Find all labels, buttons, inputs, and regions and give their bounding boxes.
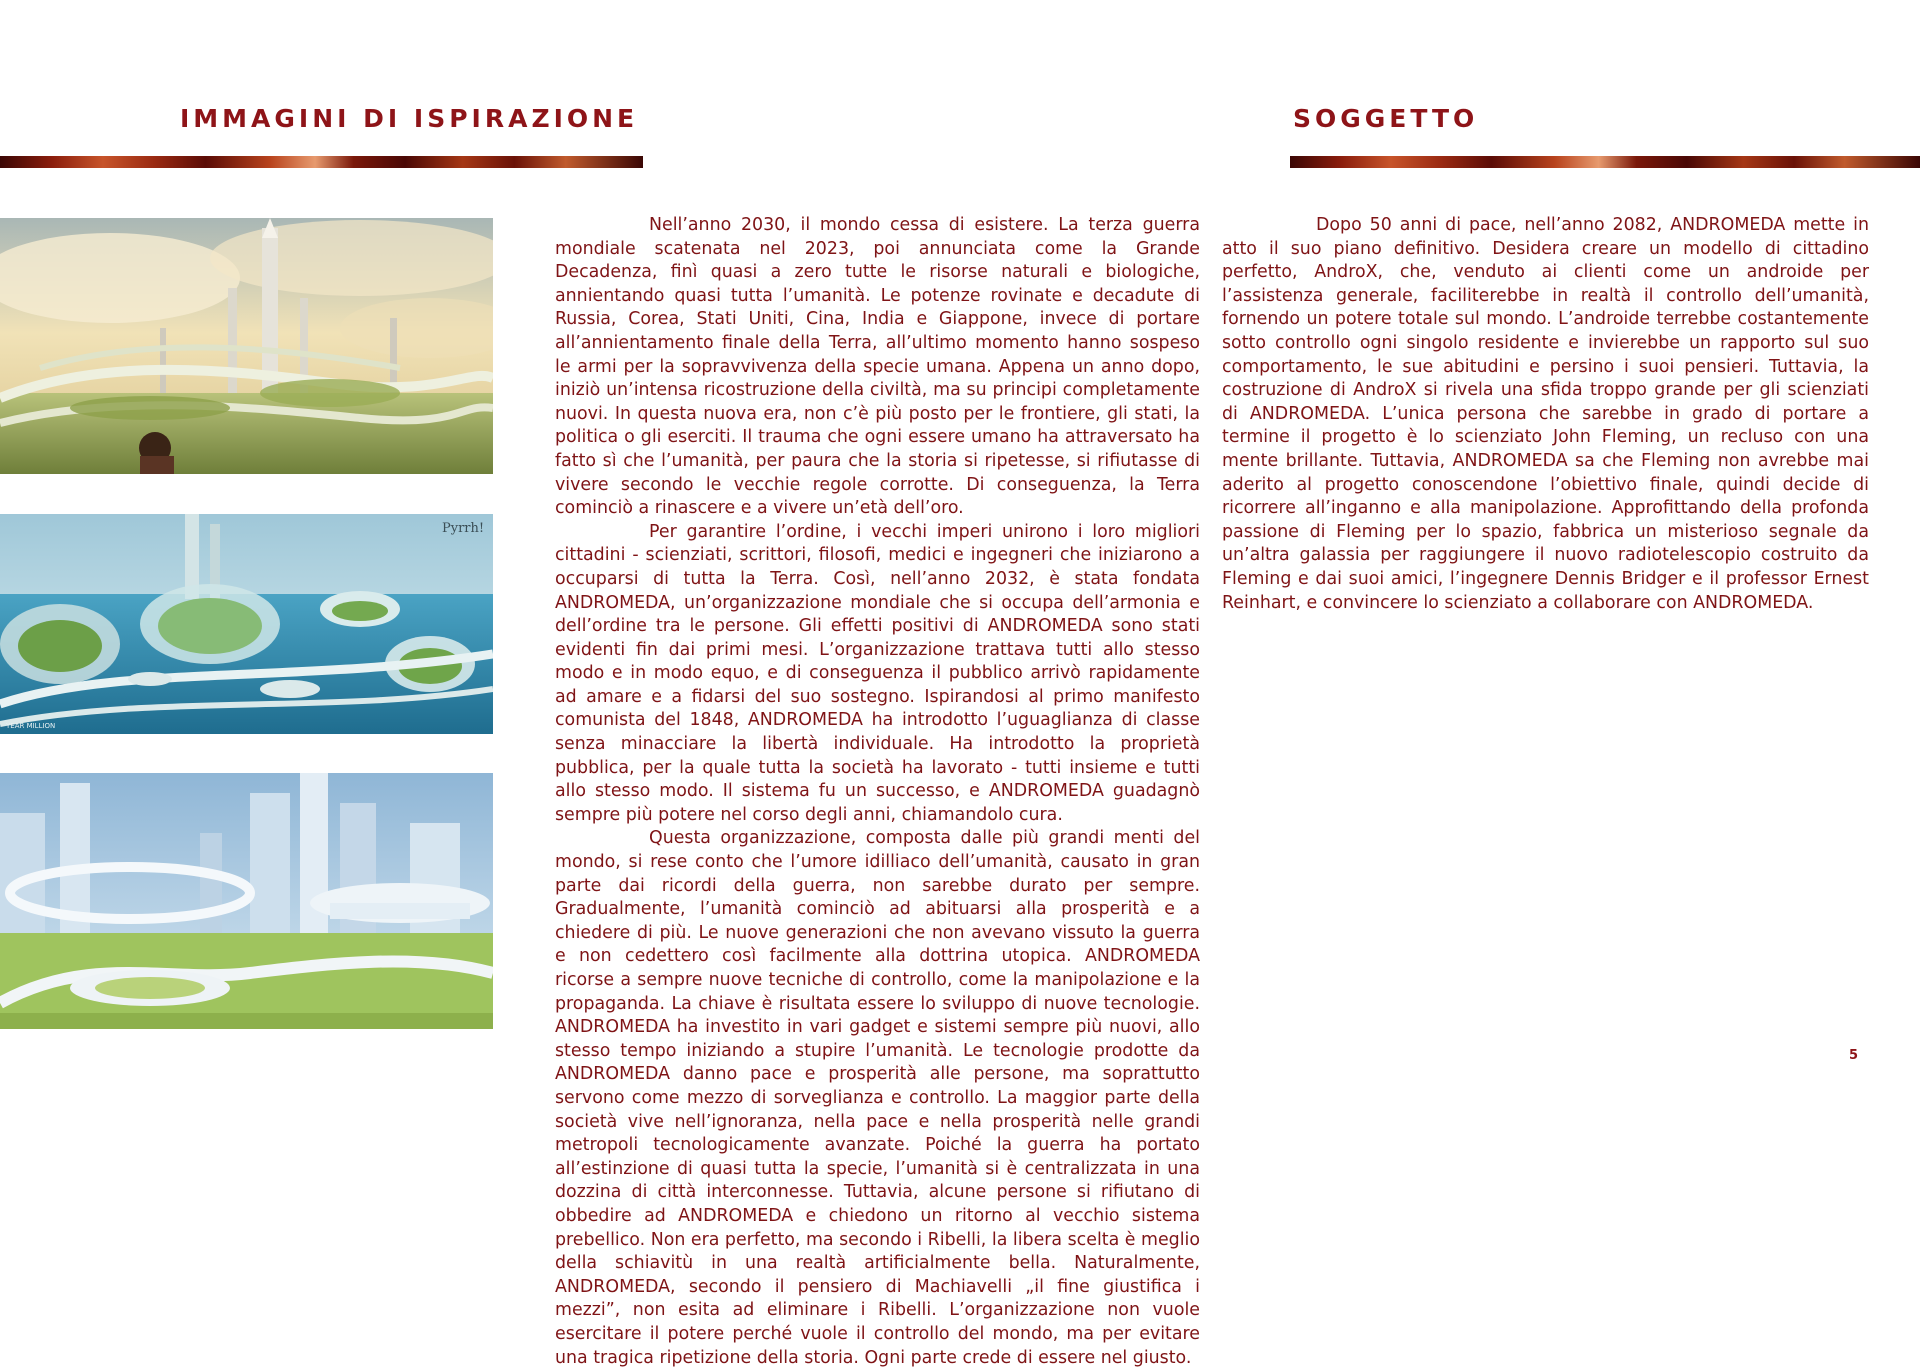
section-heading-left: IMMAGINI DI ISPIRAZIONE bbox=[180, 104, 639, 133]
paragraph: Nell’anno 2030, il mondo cessa di esistere. La terza guerra mondiale scatenata nel 2023, poi annunciata come la Grande Decadenza, finì quasi a zero tutte le risorse naturali e biologiche, annientando quasi tutta l’umanità. Le potenze rovinate e decadute di Russia, Corea, Stati Uniti, Cina, India e Giappone, invece di portare all’annientamento finale della Terra, all’ultimo momento hanno sospeso le armi per la sopravvivenza della specie umana. Appena un anno dopo, iniziò un’intensa ricostruzione della civiltà, ma su principi completamente nuovi. In questa nuova era, non c’è più posto per le frontiere, gli stati, la politica o gli eserciti. Il trauma che ogni essere umano ha attraversato ha fatto sì che l’umanità, per paura che la storia si ripetesse, si rifiutasse di vivere secondo le vecchie regole corrotte. Di conseguenza, la Terra cominciò a rinascere e a vivere un’età dell’oro. bbox=[555, 215, 1200, 519]
decorative-stripe-left bbox=[0, 156, 643, 168]
futuristic-city-water-art bbox=[0, 514, 493, 734]
paragraph: Per garantire l’ordine, i vecchi imperi unirono i loro migliori cittadini - scienziati, scrittori, filosofi, medici e ingegneri che iniziarono a occuparsi di tutta la Terra. Così, nell’anno 2032, è stata fondata ANDROMEDA, un’organizzazione mondiale che si occupa dell’armonia e dell’ordine tra le persone. Gli effetti positivi di ANDROMEDA sono stati evidenti fin dai primi mesi. L’organizzazione trattava tutti allo stesso modo e in modo equo, e di conseguenza il pubblico arrivò rapidamente ad amare e a fidarsi del suo sostegno. Ispirandosi al primo manifesto comunista del 1848, ANDROMEDA ha introdotto l’uguaglianza di classe senza minacciare la libertà individuale. Ha introdotto la proprietà pubblica, per la quale tutta la società ha lavorato - tutti insieme e tutti allo stesso modo. Il sistema fu un successo, e ANDROMEDA guadagnò sempre più potere nel corso degli anni, chiamandolo cura. bbox=[555, 521, 1200, 825]
section-heading-right: SOGGETTO bbox=[1293, 104, 1479, 133]
image2-credit: YEAR MILLION bbox=[6, 722, 56, 730]
inspiration-image-1 bbox=[0, 218, 493, 474]
paragraph: Questa organizzazione, composta dalle più grandi menti del mondo, si rese conto che l’umore idilliaco dell’umanità, causato in gran parte dai ricordi della guerra, non sarebbe durato per sempre. Gradualmente, l’umanità cominciò ad abituarsi alla prosperità e a chiedere di più. Le nuove generazioni che non avevano vissuto la guerra e non cedettero così facilmente alla dottrina utopica. ANDROMEDA ricorse a sempre nuove tecniche di controllo, come la manipolazione e la propaganda. La chiave è risultata essere lo sviluppo di nuove tecnologie. ANDROMEDA ha investito in vari gadget e sistemi sempre più nuovi, allo stesso tempo iniziando a stupire l’umanità. Le tecnologie prodotte da ANDROMEDA danno pace e prosperità alle persone, ma soprattutto servono come mezzo di sorveglianza e controllo. La maggior parte della società vive nell’ignoranza, nella pace e nella prosperità nelle grandi metropoli tecnologicamente avanzate. Poiché la guerra ha portato all’estinzione di quasi tutta la specie, l’umanità si è centralizzata in una dozzina di città interconnesse. Tuttavia, alcune persone si rifiutano di obbedire ad ANDROMEDA e chiedono un ritorno al vecchio sistema prebellico. Non era perfetto, ma secondo i Ribelli, la libera scelta è meglio della schiavitù in una realtà artificialmente bella. Naturalmente, ANDROMEDA, secondo il pensiero di Machiavelli „il fine giustifica i mezzi”, non esita ad eliminare i Ribelli. L’organizzazione non vuole esercitare il potere perché vuole il controllo del mondo, ma per evitare una tragica ripetizione della storia. Ogni parte crede di essere nel giusto. bbox=[555, 828, 1200, 1368]
decorative-stripe-right bbox=[1290, 156, 1920, 168]
futuristic-white-city-art bbox=[0, 773, 493, 1029]
paragraph: Dopo 50 anni di pace, nell’anno 2082, ANDROMEDA mette in atto il suo piano definitivo. Desidera creare un modello di cittadino perfetto, AndroX, che, venduto ai clienti come un androide per l’assistenza generale, faciliterebbe in realtà il controllo dell’umanità, fornendo un potere totale sul mondo. L’androide terrebbe costantemente sotto controllo ogni singolo residente e invierebbe un rapporto sul suo comportamento, le sue abitudini e persino i suoi pensieri. Tuttavia, la costruzione di AndroX si rivela una sfida troppo grande per gli scienziati di ANDROMEDA. L’unica persona che sarebbe in grado di portare a termine il progetto è lo scienziato John Fleming, un recluso con una mente brillante. Tuttavia, ANDROMEDA sa che Fleming non avrebbe mai aderito al progetto conoscendone l’obiettivo finale, quindi decide di ricorrere all’inganno e alla manipolazione. Approfittando della profonda passione di Fleming per lo spazio, fabbrica un misterioso segnale da un’altra galassia per raggiungere il nuovo radiotelescopio costruito da Fleming e dai suoi amici, l’ingegnere Dennis Bridger e il professor Ernest Reinhart, e convincere lo scienziato a collaborare con ANDROMEDA. bbox=[1222, 215, 1869, 613]
page-number: 5 bbox=[1849, 1048, 1859, 1063]
image2-signature: Pyrrh! bbox=[442, 521, 485, 536]
inspiration-image-3 bbox=[0, 773, 493, 1029]
futuristic-city-greenery-art bbox=[0, 218, 493, 474]
text-column-middle bbox=[555, 214, 1200, 1370]
inspiration-image-2 bbox=[0, 514, 493, 734]
text-column-right bbox=[1222, 214, 1869, 615]
